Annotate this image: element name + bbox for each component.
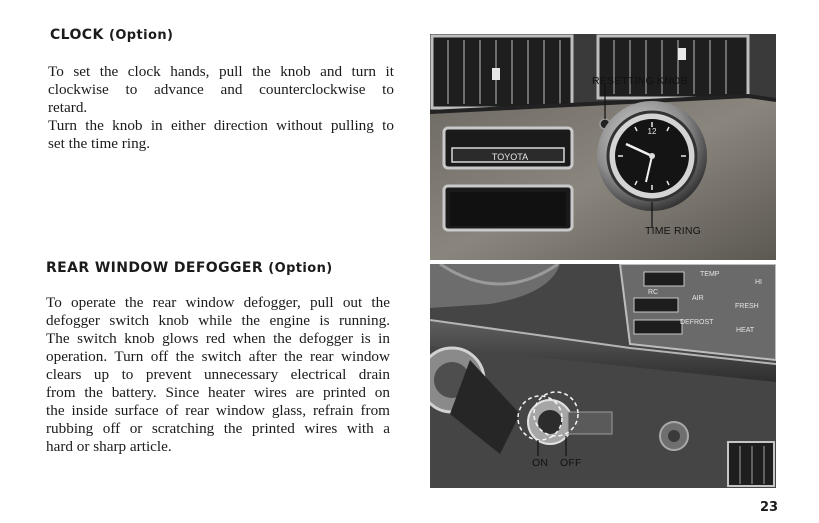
paragraph-line: clears up to prevent unnecessary electrical drain [46, 366, 390, 383]
paragraph-line: clockwise to advance and counterclockwise to [48, 81, 394, 98]
clock-numeral-12: 12 [647, 127, 657, 136]
toyota-badge: TOYOTA [491, 152, 529, 162]
paragraph-line: the inside surface of rear window glass, refrain from [46, 402, 390, 419]
defogger-heading-title: REAR WINDOW DEFOGGER [46, 260, 264, 276]
slider-label-defrost: DEFROST [680, 319, 714, 326]
slider-label-rc: RC [648, 289, 659, 296]
clock-photo-drawing [430, 34, 776, 260]
storage-tray-upper [444, 128, 572, 168]
slider-label-heat: HEAT [736, 327, 755, 334]
defogger-paragraph [46, 294, 390, 456]
slider-label-hi: HI [755, 279, 762, 286]
time-ring-label: TIME RING [645, 225, 702, 237]
resetting-knob-label: RESETTING KNOB [592, 75, 688, 87]
off-label: OFF [560, 457, 582, 469]
storage-tray-lower [444, 186, 572, 230]
clock-heading [50, 27, 173, 43]
paragraph-line: rubbing off or scratching the printed wires with a [46, 420, 390, 437]
slider-label-fresh: FRESH [735, 303, 759, 310]
air-vent-left [432, 36, 572, 108]
air-vent-right [598, 36, 748, 98]
slider-label-temp: TEMP [700, 271, 720, 278]
paragraph-line: defogger switch knob while the engine is running. [46, 312, 390, 329]
heater-control-panel [620, 264, 776, 360]
paragraph-line: To operate the rear window defogger, pull out the [46, 294, 390, 311]
paragraph-line: from the battery. Since heater wires are printed on [46, 384, 390, 401]
defogger-photo [430, 264, 776, 488]
paragraph-line: The switch knob glows red when the defogger is in [46, 330, 390, 347]
clock-photo [430, 34, 776, 260]
paragraph-line: retard. [48, 99, 88, 116]
defogger-photo-drawing [430, 264, 776, 488]
defogger-heading-option: (Option) [268, 261, 333, 276]
paragraph-line: To set the clock hands, pull the knob and turn it [48, 63, 394, 80]
clock-heading-title: CLOCK [50, 27, 104, 43]
paragraph-line: hard or sharp article. [46, 438, 172, 455]
paragraph-line: Turn the knob in either direction without pulling to [48, 117, 394, 134]
on-label: ON [532, 457, 549, 469]
clock [597, 101, 707, 211]
page-number: 23 [760, 500, 779, 515]
slider-label-air: AIR [692, 295, 704, 302]
clock-paragraph [48, 63, 394, 153]
clock-heading-option: (Option) [109, 28, 174, 43]
defogger-heading [46, 260, 333, 276]
paragraph-line: set the time ring. [48, 135, 151, 152]
paragraph-line: operation. Turn off the switch after the rear window [46, 348, 390, 365]
